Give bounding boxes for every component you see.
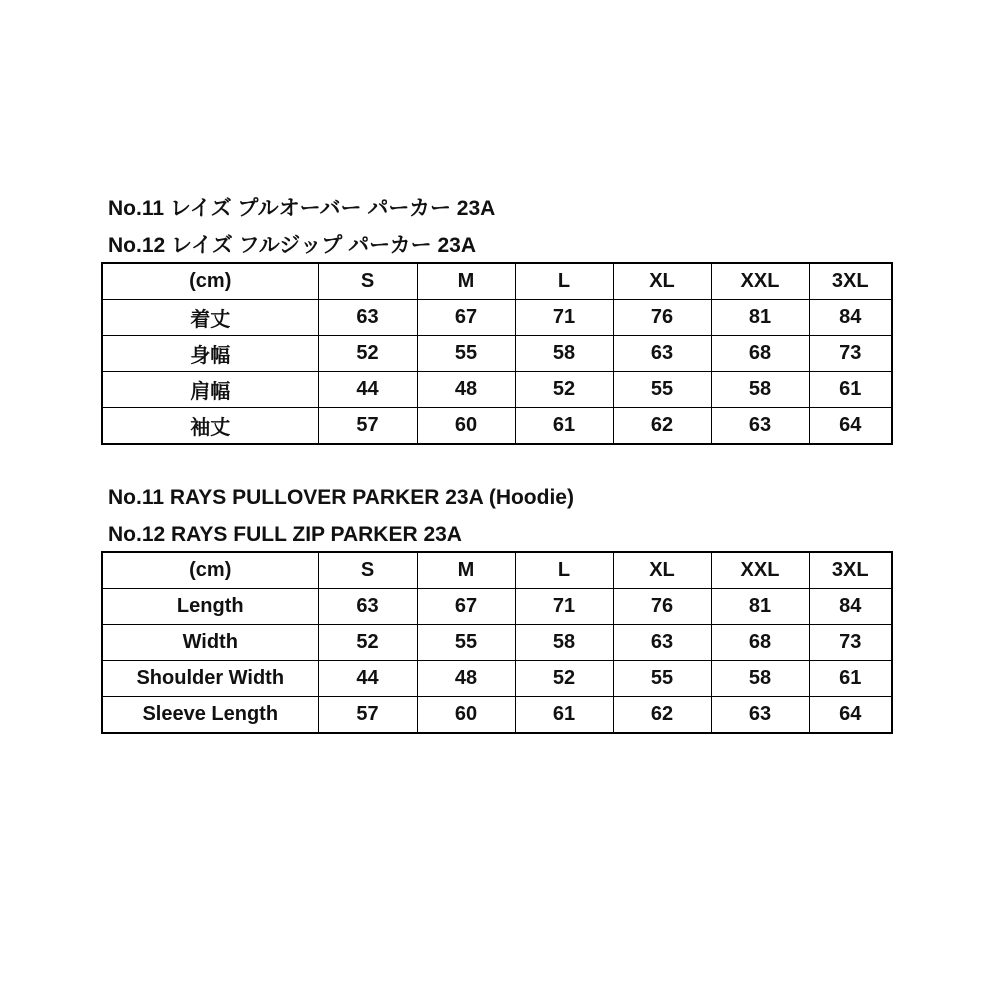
size-cell: 61 [515,697,613,734]
jp-title-no12: No.12 レイズ フルジップ パーカー 23A [108,234,477,257]
measurement-label: 身幅 [102,336,318,372]
size-cell: 60 [417,697,515,734]
en-header-s: S [318,552,417,589]
table-row [102,300,892,336]
size-cell: 71 [515,300,613,336]
size-cell: 81 [711,589,809,625]
jp-header-l: L [515,263,613,300]
size-cell: 57 [318,697,417,734]
size-cell: 52 [318,625,417,661]
size-cell: 61 [515,408,613,445]
size-cell: 62 [613,408,711,445]
size-cell: 63 [318,300,417,336]
size-cell: 57 [318,408,417,445]
size-cell: 68 [711,625,809,661]
en-title-no11: No.11 RAYS PULLOVER PARKER 23A (Hoodie) [108,486,574,509]
size-cell: 62 [613,697,711,734]
size-cell: 52 [515,372,613,408]
jp-header-s: S [318,263,417,300]
size-cell: 63 [318,589,417,625]
size-cell: 55 [417,336,515,372]
size-cell: 48 [417,661,515,697]
size-cell: 44 [318,372,417,408]
en-header-3xl: 3XL [809,552,892,589]
size-cell: 63 [613,336,711,372]
size-cell: 55 [417,625,515,661]
size-cell: 84 [809,300,892,336]
table-row [102,372,892,408]
measurement-label: Length [102,589,318,625]
en-header-cm: (cm) [102,552,318,589]
size-cell: 73 [809,336,892,372]
size-cell: 73 [809,625,892,661]
size-cell: 71 [515,589,613,625]
size-cell: 76 [613,589,711,625]
en-title-no12: No.12 RAYS FULL ZIP PARKER 23A [108,523,462,546]
size-cell: 55 [613,372,711,408]
size-cell: 44 [318,661,417,697]
size-cell: 81 [711,300,809,336]
jp-header-xl: XL [613,263,711,300]
jp-title-no11: No.11 レイズ プルオーバー パーカー 23A [108,197,496,220]
measurement-label: Shoulder Width [102,661,318,697]
table-row [102,661,892,697]
size-cell: 64 [809,697,892,734]
en-header-row [102,552,892,589]
size-cell: 60 [417,408,515,445]
table-row [102,697,892,734]
size-cell: 67 [417,300,515,336]
size-cell: 61 [809,372,892,408]
size-cell: 58 [711,372,809,408]
measurement-label: 肩幅 [102,372,318,408]
jp-header-3xl: 3XL [809,263,892,300]
measurement-label: 袖丈 [102,408,318,445]
measurement-label: Sleeve Length [102,697,318,734]
size-table-en [101,551,893,734]
size-cell: 58 [515,625,613,661]
size-cell: 64 [809,408,892,445]
en-header-xxl: XXL [711,552,809,589]
size-table-jp [101,262,893,445]
table-row [102,408,892,445]
size-cell: 84 [809,589,892,625]
en-header-l: L [515,552,613,589]
size-cell: 76 [613,300,711,336]
measurement-label: Width [102,625,318,661]
size-cell: 67 [417,589,515,625]
measurement-label: 着丈 [102,300,318,336]
size-cell: 61 [809,661,892,697]
size-cell: 58 [515,336,613,372]
table-row [102,589,892,625]
table-row [102,625,892,661]
size-cell: 68 [711,336,809,372]
jp-header-m: M [417,263,515,300]
en-header-xl: XL [613,552,711,589]
size-cell: 63 [711,408,809,445]
size-cell: 58 [711,661,809,697]
size-cell: 48 [417,372,515,408]
jp-header-xxl: XXL [711,263,809,300]
table-row [102,336,892,372]
size-cell: 63 [711,697,809,734]
size-cell: 55 [613,661,711,697]
size-cell: 63 [613,625,711,661]
jp-header-cm: (cm) [102,263,318,300]
size-chart-document [101,197,891,734]
size-cell: 52 [318,336,417,372]
en-header-m: M [417,552,515,589]
size-cell: 52 [515,661,613,697]
jp-header-row [102,263,892,300]
